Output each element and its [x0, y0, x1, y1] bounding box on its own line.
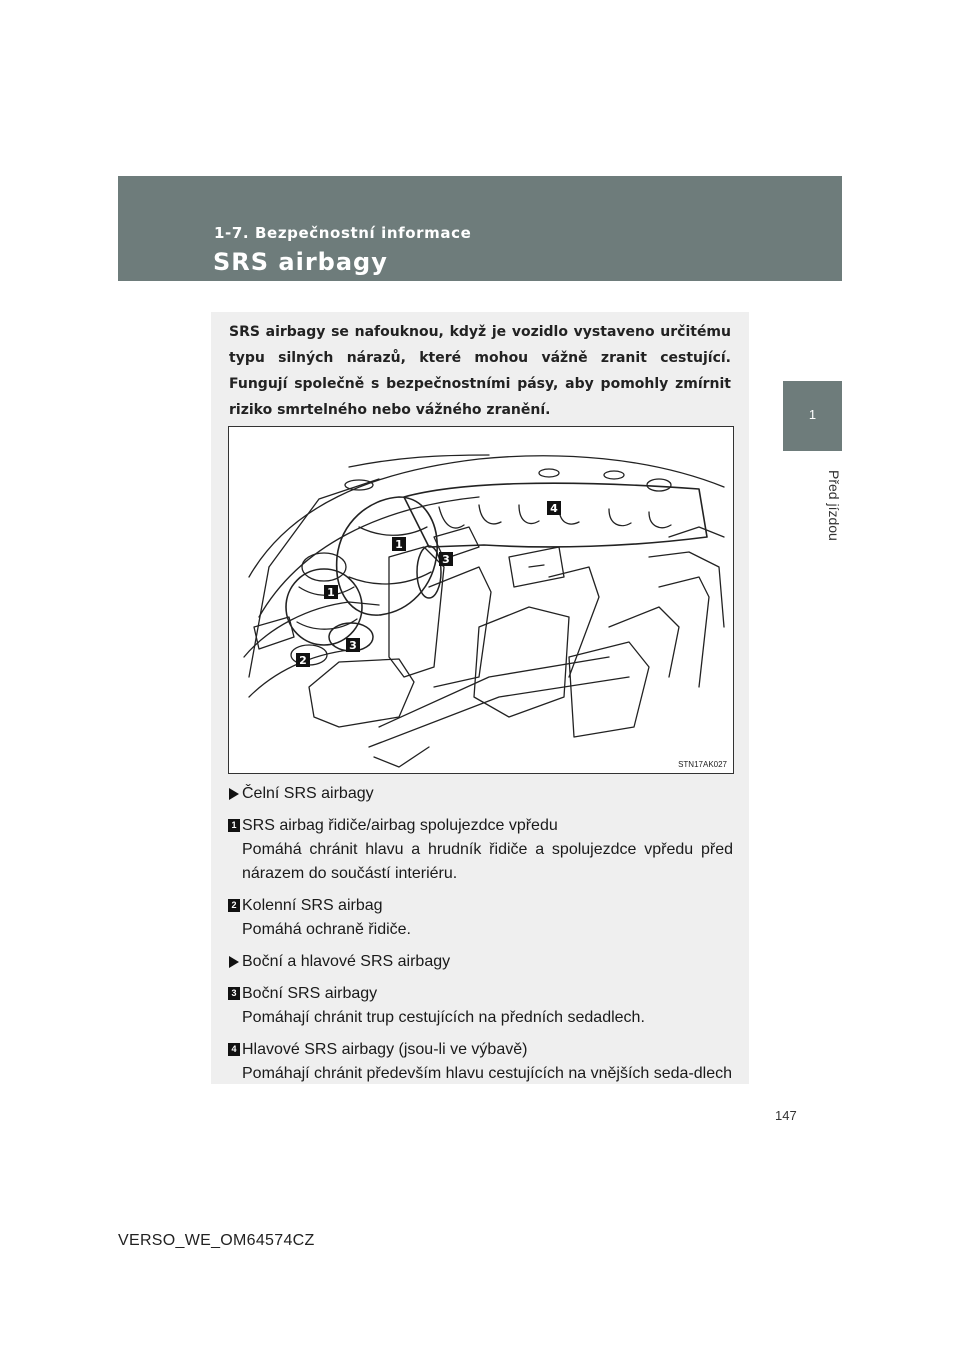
- airbag-illustration: [228, 426, 734, 774]
- list-item-title: Hlavové SRS airbagy (jsou-li ve výbavě): [242, 1041, 528, 1058]
- callout-3-upper-label: 3: [442, 553, 450, 566]
- intro-text: SRS airbagy se nafouknou, když je vozidlo vystaveno určitému typu silných nárazů, které mohou vážně zranit cestující. Fungují společně s bezpečnostními pásy, aby pomohly zmírnit riziko smrtelného nebo vážného zranění.: [229, 324, 731, 418]
- list-item-desc: Pomáhá chránit hlavu a hrudník řidiče a spolujezdce vpředu před nárazem do součástí interiéru.: [242, 841, 733, 882]
- header-band: [118, 176, 842, 281]
- content-box: [211, 312, 749, 1084]
- callout-3-lower: [346, 638, 360, 652]
- list-item-desc: Pomáhají chránit především hlavu cestujících na vnějších seda-dlech: [242, 1065, 733, 1082]
- number-badge: 3: [228, 987, 240, 1000]
- page-number: 147: [775, 1108, 797, 1123]
- callout-4-label: 4: [550, 502, 558, 515]
- list-item-desc: Pomáhá ochraně řidiče.: [242, 921, 411, 938]
- callout-1-lower-label: 1: [327, 586, 335, 599]
- callout-3-upper: [439, 552, 453, 566]
- list-item-side-airbags: [228, 982, 733, 1030]
- list-item-title: Boční a hlavové SRS airbagy: [242, 953, 451, 970]
- section-label: 1-7. Bezpečnostní informace: [214, 224, 472, 242]
- chapter-label: Před jízdou: [826, 469, 842, 541]
- list-item-curtain-airbags: [228, 1038, 733, 1086]
- chapter-tab[interactable]: [783, 381, 842, 451]
- list-item-knee-airbag: [228, 894, 733, 942]
- arrow-right-icon: [229, 788, 239, 800]
- callout-2-label: 2: [299, 654, 307, 667]
- callout-1-upper-label: 1: [395, 538, 403, 551]
- airbag-list: [228, 782, 733, 1094]
- arrow-right-icon: [229, 956, 239, 968]
- car-interior-drawing: [229, 427, 733, 773]
- number-badge: 4: [228, 1043, 240, 1056]
- list-item-title: Boční SRS airbagy: [242, 985, 378, 1002]
- callout-4: [547, 501, 561, 515]
- list-item-title: Kolenní SRS airbag: [242, 897, 383, 914]
- list-item-frontal-heading: [228, 782, 733, 806]
- number-badge: 2: [228, 899, 240, 912]
- document-code: VERSO_WE_OM64574CZ: [118, 1232, 315, 1249]
- list-item-driver-passenger-airbag: [228, 814, 733, 886]
- page-title: SRS airbagy: [213, 248, 388, 276]
- figure-code: STN17AK027: [678, 760, 727, 769]
- figure-callouts: [296, 501, 561, 667]
- callout-3-lower-label: 3: [349, 639, 357, 652]
- list-item-side-curtain-heading: [228, 950, 733, 974]
- callout-1-lower: [324, 585, 338, 599]
- callout-1-upper: [392, 537, 406, 551]
- number-badge: 1: [228, 819, 240, 832]
- chapter-number: 1: [808, 407, 817, 422]
- list-item-title: SRS airbag řidiče/airbag spolujezdce vpředu: [242, 817, 558, 834]
- list-item-title: Čelní SRS airbagy: [242, 785, 374, 802]
- list-item-desc: Pomáhají chránit trup cestujících na předních sedadlech.: [242, 1009, 645, 1026]
- callout-2: [296, 653, 310, 667]
